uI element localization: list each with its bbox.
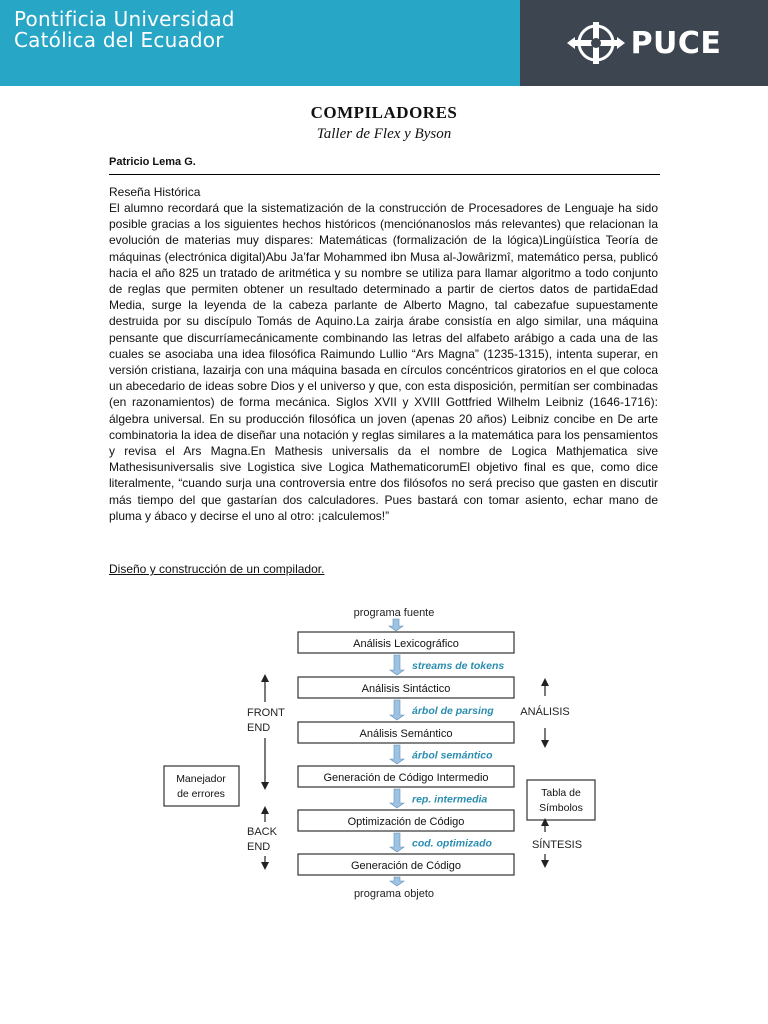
analysis-up-arrowhead	[541, 678, 549, 686]
error-handler-label-line2: de errores	[177, 788, 225, 800]
back-end-label-line1: BACK	[247, 826, 277, 838]
synthesis-down-arrowhead	[541, 860, 549, 868]
section-heading-history: Reseña Histórica	[109, 185, 201, 199]
phase-label: Optimización de Código	[347, 816, 465, 828]
document-title: COMPILADORES	[310, 103, 458, 122]
analysis-down-arrowhead	[541, 740, 549, 748]
source-program-label: programa fuente	[353, 607, 435, 619]
author-name: Patricio Lema G.	[109, 156, 196, 168]
logo-panel	[520, 0, 768, 86]
flow-arrow	[390, 833, 404, 852]
flow-arrow	[390, 745, 404, 764]
flow-arrow	[390, 700, 404, 720]
back-end-down-arrowhead	[261, 862, 269, 870]
compiler-phases-diagram	[160, 598, 600, 904]
university-name-line1: Pontificia Universidad	[14, 7, 235, 31]
front-end-down-arrowhead	[261, 782, 269, 790]
intermediate-label: streams de tokens	[412, 660, 505, 672]
error-handler-label-line1: Manejador	[176, 773, 226, 785]
history-paragraph: El alumno recordará que la sistematización de la construcción de Procesadores de Lenguaje ha sido posible gracias a los siguientes hechos históricos (menciónanoslos más relevantes) que relacionan la evolución de materias muy dispares: Matemáticas (formalización de la lógica)Lingüística Teoría de máquinas (electrónica digital)Abu Ja’far Mohammed ibn Musa al-Jowârizmî, matemático persa, publicó hacia el año 825 un tratado de aritmética y su nombre se utiliza para llamar algoritmo a todo conjunto de reglas que permiten obtener un resultado determinado a partir de ciertos datos de partidaEdad Media, surge la leyenda de la cabeza parlante de Alberto Magno, tal cabezafue supuestamente destruida por su discípulo Tomás de Aquino.La zairja árabe consistía en algo similar, una máquina pensante que discurríamecánicamente combinando las letras del alfabeto arábigo a cada una de las cuales se asociaba una idea filosófica Raimundo Lullio “Ars Magna” (1235-1315), intenta superar, en versión cristiana, lazairja con una máquina basada en círculos concéntricos giratorios en el que coloca un abecedario de ideas sobre Dios y el universo y que, con esta disposición, permitían ser combinadas (en razonamientos) de forma mecánica. Siglos XVII y XVIII Gottfried Wilhelm Leibniz (1646-1716): álgebra universal. En su producción filosófica un joven (apenas 20 años) Leibniz concibe en De arte combinatoria la idea de diseñar una notación y reglas similares a la matemática para los pensamientos y revisa el Ars Magna.En Mathesis universalis da el nombre de Logica Mathjematica sive Mathesisuniversalis sive Logistica sive Logica MathematicorumEl objetivo final es que, como dice literalmente, “cuando surja una controversia entre dos filósofos no será preciso que gasten en discutir más tiempo del que gastarían dos calculadores. Pues bastará con tomar asiento, echar mano de pluma y ábaco y decirse el uno al otro: ¡calculemos!”	[109, 201, 658, 523]
section-heading-compiler-design: Diseño y construcción de un compilador.	[109, 562, 325, 576]
university-name-line2: Católica del Ecuador	[14, 28, 224, 52]
front-end-up-arrowhead	[261, 674, 269, 682]
symbol-table-box	[527, 780, 595, 820]
compiler-diagram-svg	[160, 598, 600, 904]
header-banner	[0, 0, 768, 86]
symbol-table-label-line2: Símbolos	[539, 802, 583, 814]
output-arrow	[390, 877, 404, 886]
university-name-panel	[0, 0, 520, 86]
back-end-label-line2: END	[247, 841, 271, 853]
object-program-label: programa objeto	[353, 888, 435, 900]
phase-label: Análisis Lexicográfico	[353, 638, 459, 650]
intermediate-label: árbol de parsing	[412, 705, 494, 717]
front-end-label-line2: END	[247, 722, 271, 734]
error-handler-box	[164, 766, 239, 806]
symbol-table-label-line1: Tabla de	[541, 787, 581, 799]
back-end-up-arrowhead	[261, 806, 269, 814]
document-subtitle: Taller de Flex y Byson	[316, 126, 452, 142]
phase-label: Análisis Sintáctico	[361, 683, 451, 695]
phase-label: Generación de Código Intermedio	[323, 772, 489, 784]
front-end-label-line1: FRONT	[247, 707, 285, 719]
phase-label: Análisis Semántico	[359, 728, 453, 740]
intermediate-label: cod. optimizado	[412, 837, 492, 850]
flow-arrow	[390, 655, 404, 675]
puce-seal-icon	[567, 20, 625, 66]
puce-logo-text: PUCE	[630, 25, 722, 61]
phase-label: Generación de Código	[350, 860, 462, 872]
header-divider	[109, 174, 660, 175]
intermediate-label: árbol semántico	[412, 749, 493, 762]
intermediate-label: rep. intermedia	[412, 793, 488, 806]
synthesis-label: SÍNTESIS	[531, 839, 583, 851]
input-arrow	[389, 619, 403, 631]
analysis-label: ANÁLISIS	[520, 706, 570, 718]
flow-arrow	[390, 789, 404, 808]
